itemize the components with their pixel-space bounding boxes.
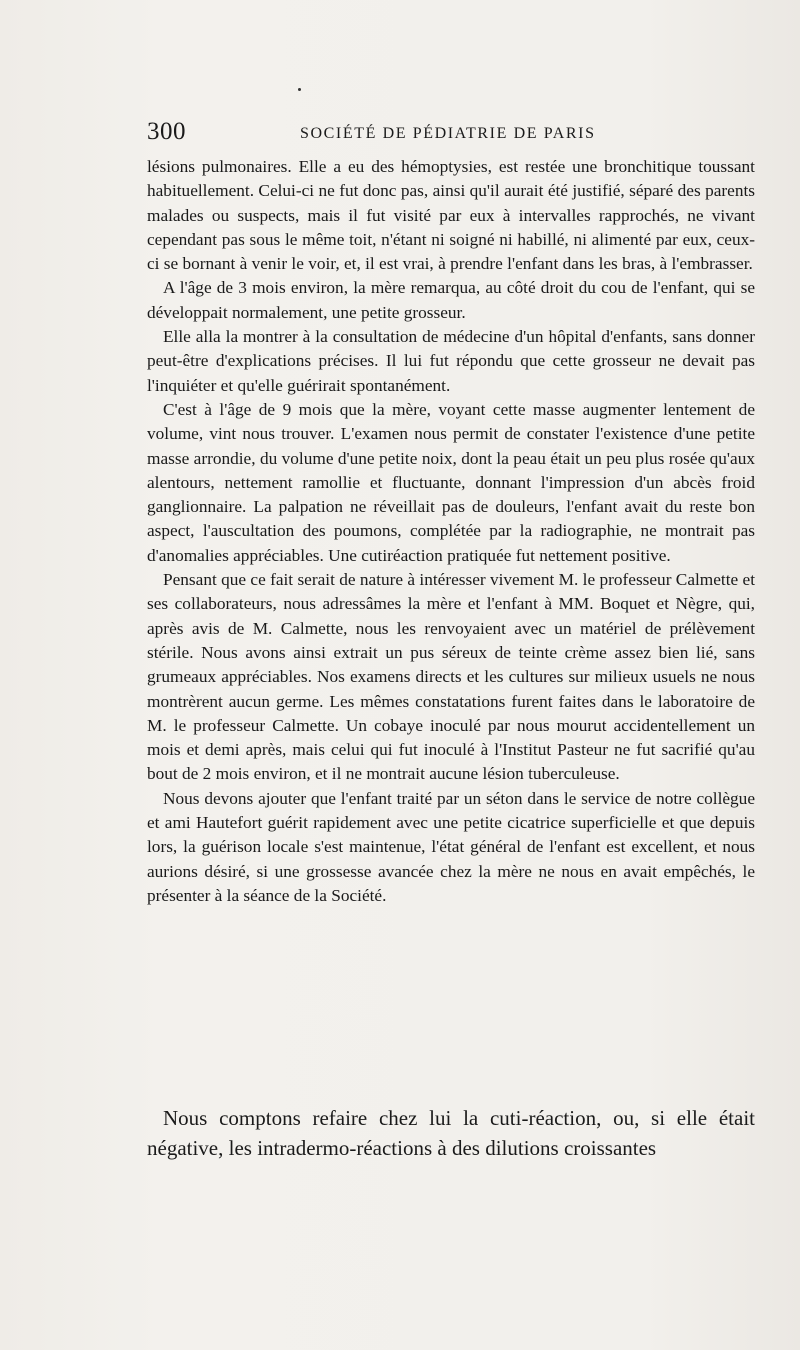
page-number: 300 [147, 118, 186, 145]
closing-paragraph: Nous comptons refaire chez lui la cuti-réaction, ou, si elle était négative, les intradermo-réactions à des dilutions croissantes [147, 1106, 755, 1160]
ink-speck [298, 88, 301, 91]
paragraph: A l'âge de 3 mois environ, la mère remarqua, au côté droit du cou de l'enfant, qui se développait normalement, une petite grosseur. [147, 278, 755, 322]
body-text [147, 155, 755, 908]
paragraph: C'est à l'âge de 9 mois que la mère, voyant cette masse augmenter lentement de volume, vint nous trouver. L'examen nous permit de constater l'existence d'une petite masse arrondie, du volume d'une petite noix, dont la peau était un peu plus rosée qu'aux alentours, nettement ramollie et fluctuante, donnant l'impression d'un abcès froid ganglionnaire. La palpation ne réveillait pas de douleurs, l'enfant avait du reste bon aspect, l'auscultation des poumons, complétée par la radiographie, ne montrait pas d'anomalies appréciables. Une cutiréaction pratiquée fut nettement positive. [147, 399, 755, 565]
paragraph: lésions pulmonaires. Elle a eu des hémoptysies, est restée une bronchitique toussant habituellement. Celui-ci ne fut donc pas, ainsi qu'il aurait été justifié, séparé des parents malades ou suspects, mais il fut visité par eux à intervalles rapprochés, ne vivant cependant pas sous le même toit, n'étant ni soigné ni habillé, ni alimenté par eux, ceux-ci se bornant à venir le voir, et, il est vrai, à prendre l'enfant dans les bras, à l'embrasser. [147, 157, 755, 274]
paragraph: Nous devons ajouter que l'enfant traité par un séton dans le service de notre collègue et ami Hautefort guérit rapidement avec une petite cicatrice superficielle et que depuis lors, la guérison locale s'est maintenue, l'état général de l'enfant est excellent, et nous aurions désiré, si une grossesse avancée chez la mère ne nous en avait empêchés, le présenter à la séance de la Société. [147, 788, 755, 905]
page-header [147, 118, 757, 150]
running-title: SOCIÉTÉ DE PÉDIATRIE DE PARIS [300, 125, 596, 142]
paragraph: Elle alla la montrer à la consultation de médecine d'un hôpital d'enfants, sans donner peut-être d'explications précises. Il lui fut répondu que cette grosseur ne devait pas l'inquiéter et qu'elle guérirait spontanément. [147, 327, 755, 395]
paragraph: Pensant que ce fait serait de nature à intéresser vivement M. le professeur Calmette et ses collaborateurs, nous adressâmes la mère et l'enfant à MM. Boquet et Nègre, qui, après avis de M. Calmette, nous les renvoyaient avec un matériel de prélèvement stérile. Nous avons ainsi extrait un pus séreux de teinte crème assez bien lié, sans grumeaux appréciables. Nos examens directs et les cultures sur milieux usuels ne nous montrèrent aucun germe. Les mêmes constatations furent faites dans le laboratoire de M. le professeur Calmette. Un cobaye inoculé par nous mourut accidentellement un mois et demi après, mais celui qui fut inoculé à l'Institut Pasteur ne fut sacrifié qu'au bout de 2 mois environ, et il ne montrait aucune lésion tuberculeuse. [147, 570, 755, 784]
